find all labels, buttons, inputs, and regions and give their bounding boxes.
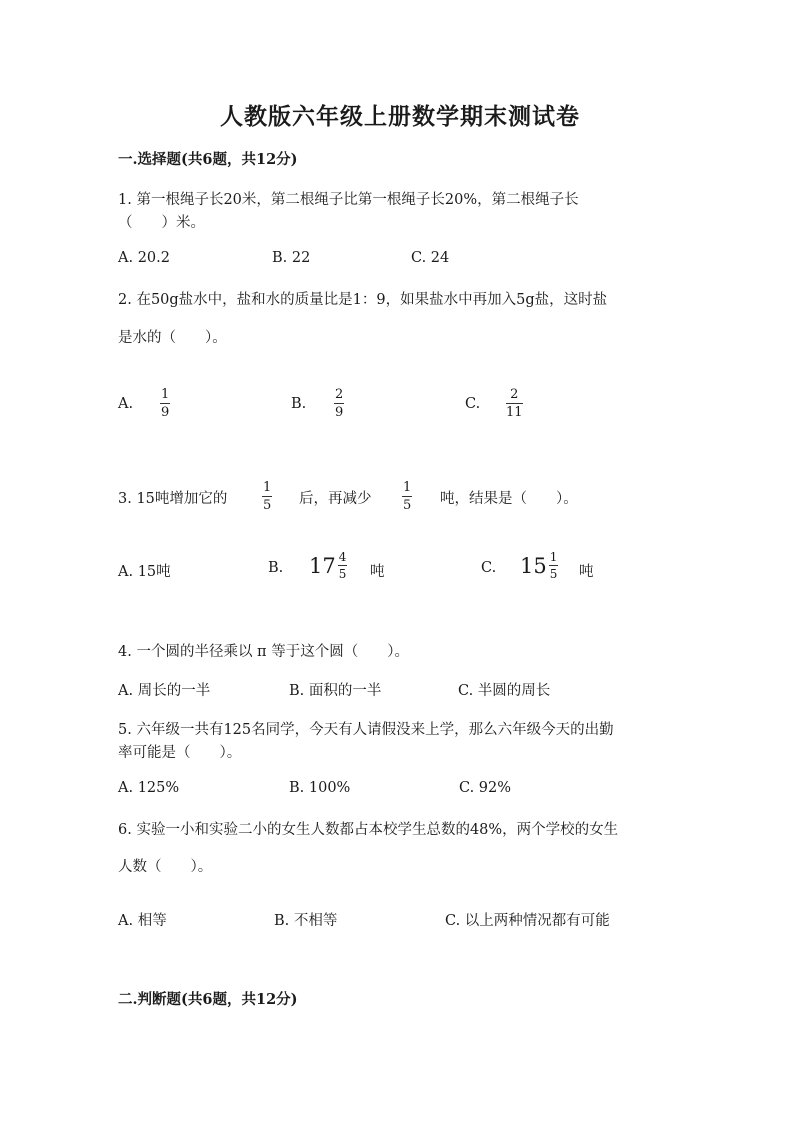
question-2-option-a-label: A. <box>118 396 134 412</box>
fraction-denominator: 5 <box>338 567 347 581</box>
question-3-fraction-1 <box>262 481 272 512</box>
question-3-text-middle: 后，再减少 <box>299 491 372 507</box>
question-2-option-b-fraction <box>334 388 344 419</box>
question-3-option-c-label: C. <box>481 560 497 576</box>
question-2-line-2: 是水的（ ）。 <box>118 330 227 346</box>
mixed-fraction <box>338 551 348 580</box>
question-1-option-a: A. 20.2 <box>118 250 170 266</box>
question-3-fraction-2 <box>402 481 412 512</box>
question-5-line-2: 率可能是（ ）。 <box>118 745 242 761</box>
question-4-option-b: B. 面积的一半 <box>289 683 382 699</box>
mixed-fraction <box>549 551 559 580</box>
question-2-line-1: 2. 在50g盐水中，盐和水的质量比是1：9，如果盐水中再加入5g盐，这时盐 <box>118 292 608 308</box>
mixed-whole: 17 <box>309 553 336 578</box>
question-3-option-b-mixed-number <box>309 551 347 580</box>
question-4-option-c: C. 半圆的周长 <box>458 683 551 699</box>
fraction-numerator: 1 <box>161 387 170 402</box>
fraction-denominator: 9 <box>335 405 344 420</box>
question-6-option-b: B. 不相等 <box>274 913 338 929</box>
question-3-option-a: A. 15吨 <box>118 564 171 580</box>
question-6-line-2: 人数（ ）。 <box>118 859 213 875</box>
question-3-option-c-mixed-number <box>520 551 558 580</box>
question-5-option-b: B. 100% <box>289 780 351 796</box>
section-heading-choice: 一.选择题(共6题，共12分) <box>118 151 298 168</box>
question-4-text: 4. 一个圆的半径乘以 π 等于这个圆（ ）。 <box>118 644 409 660</box>
fraction-numerator: 1 <box>263 480 272 495</box>
mixed-whole: 15 <box>520 553 547 578</box>
question-5-option-a: A. 125% <box>118 780 180 796</box>
question-3-option-c-unit: 吨 <box>579 564 594 580</box>
question-2-option-c-label: C. <box>465 396 481 412</box>
section-heading-true-false: 二.判断题(共6题，共12分) <box>118 991 298 1008</box>
question-6-line-1: 6. 实验一小和实验二小的女生人数都占本校学生总数的48%，两个学校的女生 <box>118 822 619 838</box>
fraction-numerator: 4 <box>338 550 347 564</box>
question-2-option-c-fraction <box>506 388 523 419</box>
question-1-option-c: C. 24 <box>411 250 450 266</box>
question-3-option-b-unit: 吨 <box>370 564 385 580</box>
question-1-line-1: 1. 第一根绳子长20米，第二根绳子比第一根绳子长20%，第二根绳子长 <box>118 192 579 208</box>
question-2-option-a-fraction <box>160 388 170 419</box>
question-3-text-start: 3. 15吨增加它的 <box>118 491 228 507</box>
fraction-denominator: 5 <box>263 498 272 513</box>
question-4-option-a: A. 周长的一半 <box>118 683 211 699</box>
question-5-line-1: 5. 六年级一共有125名同学，今天有人请假没来上学，那么六年级今天的出勤 <box>118 722 614 738</box>
fraction-numerator: 2 <box>510 387 519 402</box>
question-3-option-b-label: B. <box>268 560 284 576</box>
fraction-denominator: 5 <box>549 567 558 581</box>
question-1-line-2: （ ）米。 <box>118 215 205 231</box>
fraction-numerator: 1 <box>549 550 558 564</box>
question-3-text-end: 吨，结果是（ ）。 <box>440 491 578 507</box>
fraction-denominator: 5 <box>403 498 412 513</box>
fraction-numerator: 2 <box>335 387 344 402</box>
question-6-option-c: C. 以上两种情况都有可能 <box>445 913 610 929</box>
fraction-denominator: 11 <box>506 405 523 420</box>
question-6-option-a: A. 相等 <box>118 913 167 929</box>
fraction-numerator: 1 <box>403 480 412 495</box>
fraction-denominator: 9 <box>161 405 170 420</box>
question-2-option-b-label: B. <box>291 396 307 412</box>
page-title: 人教版六年级上册数学期末测试卷 <box>220 103 580 130</box>
question-1-option-b: B. 22 <box>272 250 311 266</box>
question-5-option-c: C. 92% <box>459 780 512 796</box>
